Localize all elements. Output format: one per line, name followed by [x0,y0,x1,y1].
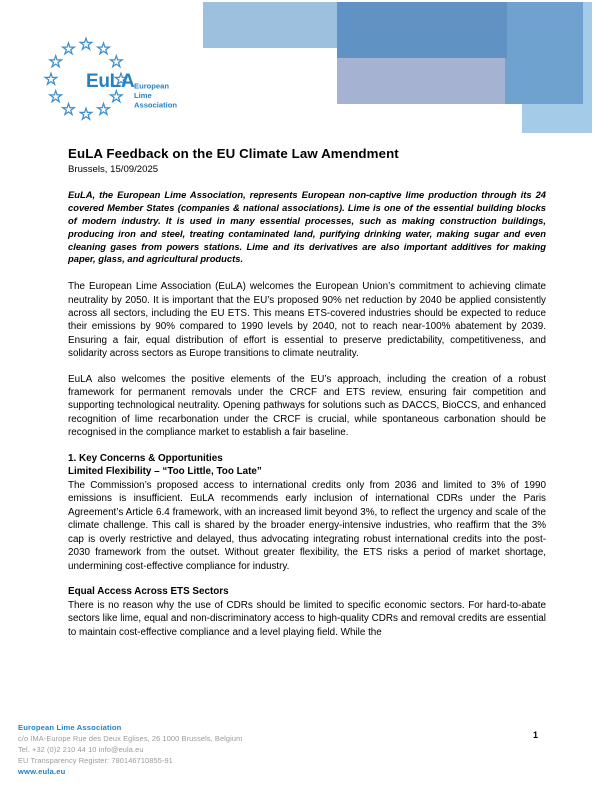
banner-band-dark [337,2,507,58]
page-footer [18,722,594,778]
footer-organisation: European Lime Association [18,723,122,732]
intro-paragraph: EuLA, the European Lime Association, represents European non-captive lime production through its 24 covered Member States (companies & national associations). Lime is one of the essential building blocks of modern industry. It is used in many essential processes, such as making construction buildings, producing iron and steel, treating contaminated land, purifying drinking water, making sugar and even cleaning gases from powers stations. Lime and its derivatives are also important additives for making paper, glass, and agricultural products. [68,189,546,265]
section-heading-1: 1. Key Concerns & Opportunities [68,452,223,464]
section-body-2: There is no reason why the use of CDRs should be limited to specific economic sectors. For hard-to-abate sectors like lime, equal and non-discriminatory access to high-quality CDRs and removal credits are essential to maintain cost-effective compliance and a level playing field. While the [68,599,546,638]
banner-band-mid-right [505,2,583,104]
footer-contact: Tel. +32 (0)2 210 44 10 info@eula.eu [18,745,144,755]
document-body [68,146,546,651]
eu-stars-circle-icon [30,33,190,125]
footer-address: c/o IMA-Europe Rue des Deux Eglises, 26 1000 Brussels, Belgium [18,734,243,743]
logo-subtitle-line-2: Lime [134,91,152,100]
eula-logo [30,33,190,125]
footer-website-link[interactable]: www.eula.eu [18,767,66,777]
page-number: 1 [532,730,538,740]
paragraph-1: The European Lime Association (EuLA) welcomes the European Union’s commitment to achieving climate neutrality by 2050. It is important that the EU’s proposed 90% net reduction by 2040 be applied consistently across all sectors, including the EU ETS. This means ETS-covered industries should be expected to reduce their emissions by 90% compared to 1990 levels by 2040, not to reach near-100% abatement by 2039. Ensuring a fair, equal distribution of effort is essential to preserve predictability, competitiveness, and solidarity across sectors as Europe transitions to climate neutrality. [68,281,546,360]
section-body-1: The Commission’s proposed access to international credits only from 2036 and limited to 3% of 1990 emissions is insufficient. EuLA recommends early inclusion of international CDRs under the Paris Agreement’s Article 6.4 framework, with an increased limit beyond 3%, to reflect the urgency and scale of the climate challenge. This call is shared by the broader energy-intensive industries, who reaffirm that the 3% cap is overly restrictive and delayed, thus advocating integrating robust international credits into the post-2030 framework from the outset. Without greater flexibility, the ETS risks a period of market shortage, undermining cost-effective compliance for industry. [68,480,546,572]
section-subheading-1: Limited Flexibility – “Too Little, Too Late” [68,466,262,478]
footer-transparency-register: EU Transparency Register: 780146710855-91 [18,756,173,766]
page-title: EuLA Feedback on the EU Climate Law Amendment [68,146,399,161]
logo-subtitle-line-3: Association [134,100,178,110]
logo-wordmark: EuLA [86,71,135,92]
dateline: Brussels, 15/09/2025 [68,163,159,175]
paragraph-2: EuLA also welcomes the positive elements of the EU’s approach, including the creation of a robust framework for permanent removals under the CRCF and ETS review, ensuring fair competition and supporting technological neutrality. Opening pathways for solutions such as DACCS, BioCCS, and enhanced recognition of lime recarbonation under the CRCF is crucial, while spontaneous carbonation should be recognised in the compliance market to establish a fair baseline. [68,373,546,439]
section-equal-access [68,585,546,639]
section-heading-2: Equal Access Across ETS Sectors [68,586,229,598]
logo-subtitle-line-1: European [134,81,170,91]
section-key-concerns [68,452,546,573]
